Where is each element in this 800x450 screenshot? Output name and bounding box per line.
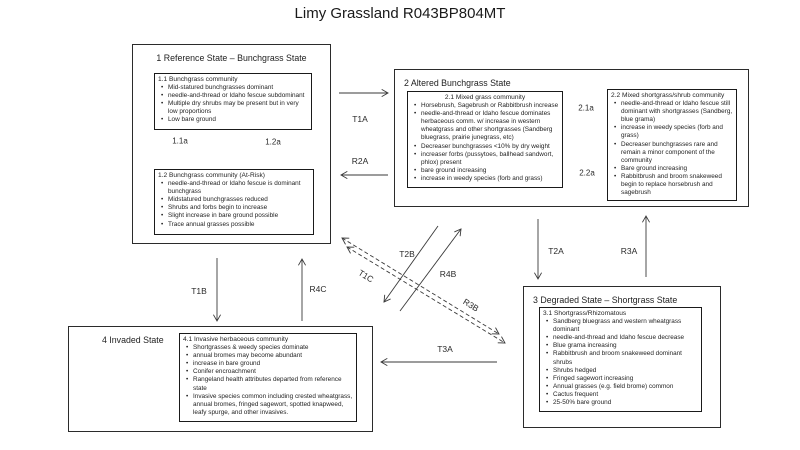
state-1-title: 1 Reference State – Bunchgrass State — [156, 53, 307, 63]
community-box-3-1 — [539, 307, 702, 412]
bullet-item: • needle-and-thread and Idaho fescue decrease — [543, 334, 698, 342]
bullet-item: • increase in weedy species (forb and grass) — [611, 124, 733, 140]
community-1-2-bullets — [158, 180, 310, 228]
pathway-label-t3a: T3A — [437, 344, 453, 354]
bullet-item: • Cactus frequent — [543, 391, 698, 399]
community-box-2-2 — [607, 89, 737, 201]
community-4-1-bullets — [183, 344, 353, 417]
bullet-item: • bare ground increasing — [411, 167, 559, 175]
pathway-label-1-1a: 1.1a — [172, 136, 188, 146]
bullet-item: • needle-and-thread or Idaho fescue dominates herbaceous comm. w/ increase in western wheatgrass and other shortgrasses (Sandberg bluegrass, prairie junegrass, etc) — [411, 110, 559, 142]
bullet-item: • Shrubs hedged — [543, 367, 698, 375]
bullet-item: • needle-and-thread or Idaho fescue still dominant with shortgrasses (Sandberg, blue grama) — [611, 100, 733, 124]
state-box-altered — [394, 69, 749, 207]
pathway-label-t1a: T1A — [352, 114, 368, 124]
bullet-item: • Slight increase in bare ground possible — [158, 212, 310, 220]
pathway-label-r2a: R2A — [351, 156, 369, 166]
bullet-item: • Sandberg bluegrass and western wheatgrass dominant — [543, 318, 698, 334]
state-box-reference — [132, 44, 331, 244]
bullet-item: • Shrubs and forbs begin to increase — [158, 204, 310, 212]
bullet-item: • Conifer encroachment — [183, 368, 353, 376]
bullet-item: • Rabbitbrush and broom snakeweed dominant shrubs — [543, 350, 698, 366]
community-3-1-bullets — [543, 318, 698, 407]
community-4-1-title: 4.1 Invasive herbaceous community — [183, 336, 289, 343]
bullet-item: • Low bare ground — [158, 116, 308, 124]
bullet-item: • Fringed sagewort increasing — [543, 375, 698, 383]
pathway-label-r4c: R4C — [309, 284, 327, 294]
bullet-item: • Blue grama increasing — [543, 342, 698, 350]
community-1-1-bullets — [158, 84, 308, 124]
bullet-item: • increase in bare ground — [183, 360, 353, 368]
bullet-item: • needle-and-thread or Idaho fescue is dominant bunchgrass — [158, 180, 310, 196]
bullet-item: • Rabbitbrush and broom snakeweed begin to replace horsebrush and sagebrush — [611, 173, 733, 197]
community-box-4-1 — [179, 333, 357, 422]
pathway-label-t1c: T1C — [356, 267, 376, 285]
community-box-2-1 — [407, 91, 563, 188]
community-2-2-bullets — [611, 100, 733, 197]
state-box-invaded — [68, 326, 373, 432]
community-box-1-2 — [154, 169, 314, 235]
bullet-item: • 25-50% bare ground — [543, 399, 698, 407]
bullet-item: • Rangeland health attributes departed from reference state — [183, 376, 353, 392]
community-1-2-title: 1.2 Bunchgrass community (At-Risk) — [158, 172, 265, 179]
community-2-1-title: 2.1 Mixed grass community — [444, 94, 526, 101]
bullet-item: • Multiple dry shrubs may be present but in very low proportions — [158, 100, 308, 116]
community-1-1-title: 1.1 Bunchgrass community — [158, 76, 238, 83]
diagram-title: Limy Grassland R043BP804MT — [294, 5, 506, 22]
bullet-item: • needle-and-thread or Idaho fescue subdominant — [158, 92, 308, 100]
state-2-title: 2 Altered Bunchgrass State — [404, 78, 511, 88]
bullet-item: • annual bromes may become abundant — [183, 352, 353, 360]
bullet-item: • Annual grasses (e.g. field brome) common — [543, 383, 698, 391]
pathway-label-t1b: T1B — [191, 286, 207, 296]
arrow-t2b — [384, 226, 438, 302]
pathway-label-t2a: T2A — [548, 246, 564, 256]
bullet-item: • increase in weedy species (forb and grass) — [411, 175, 559, 183]
state-4-title: 4 Invaded State — [102, 335, 164, 345]
pathway-label-1-2a: 1.2a — [265, 137, 281, 147]
bullet-item: • Trace annual grasses possible — [158, 221, 310, 229]
community-3-1-title: 3.1 Shortgrass/Rhizomatous — [543, 310, 627, 317]
arrow-t1c-r3b-upper — [342, 238, 499, 334]
bullet-item: • Invasive species common including crested wheatgrass, annual bromes, fringed sagewort, spotted knapweed, leafy spurge, and other invasives. — [183, 393, 353, 417]
bullet-item: • Horsebrush, Sagebrush or Rabbitbrush increase — [411, 102, 559, 110]
bullet-item: • Bare ground increasing — [611, 165, 733, 173]
pathway-label-r4b: R4B — [439, 269, 457, 279]
bullet-item: • Shortgrasses & weedy species dominate — [183, 344, 353, 352]
bullet-item: • Mid-statured bunchgrasses dominant — [158, 84, 308, 92]
community-box-1-1 — [154, 73, 312, 130]
pathway-label-2-1a: 2.1a — [578, 103, 594, 113]
state-3-title: 3 Degraded State – Shortgrass State — [533, 295, 678, 305]
bullet-item: • Decreaser bunchgrasses <10% by dry weight — [411, 143, 559, 151]
bullet-item: • Decreaser bunchgrasses rare and remain a minor component of the community — [611, 141, 733, 165]
state-box-degraded — [523, 286, 721, 428]
pathway-label-t2b: T2B — [399, 249, 415, 259]
bullet-item: • Midstatured bunchgrasses reduced — [158, 196, 310, 204]
community-2-2-title: 2.2 Mixed shortgrass/shrub community — [611, 92, 725, 99]
pathway-label-2-2a: 2.2a — [579, 168, 595, 178]
bullet-item: • increaser forbs (pussytoes, ballhead sandwort, phlox) present — [411, 151, 559, 167]
pathway-label-r3a: R3A — [620, 246, 638, 256]
community-2-1-bullets — [411, 102, 559, 183]
pathway-label-r3b: R3B — [461, 296, 481, 314]
